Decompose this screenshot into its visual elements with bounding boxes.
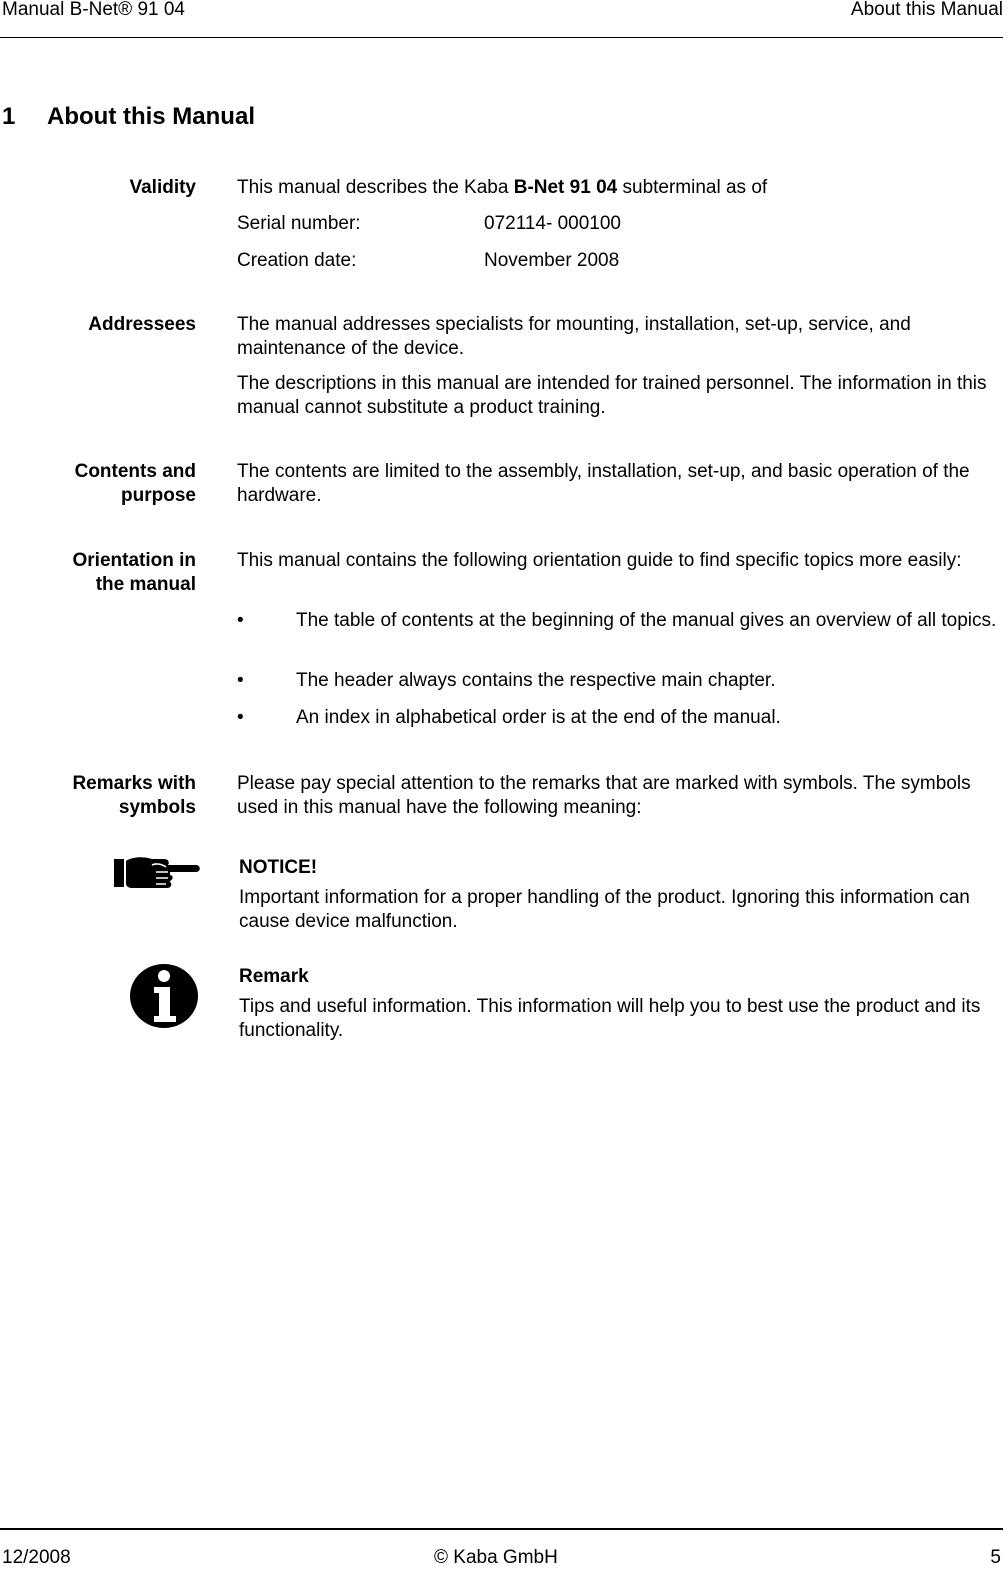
list-item: The table of contents at the beginning of the manual gives an overview of all topics. xyxy=(296,610,997,631)
orientation-intro: This manual contains the following orientation guide to find specific topics more easily: xyxy=(237,550,962,571)
notice-title: NOTICE! xyxy=(239,857,318,878)
orientation-label: Orientation in the manual xyxy=(72,550,196,595)
footer-rule xyxy=(0,1528,1003,1530)
footer-date: 12/2008 xyxy=(2,1547,71,1568)
remark-title: Remark xyxy=(239,966,309,987)
chapter-heading xyxy=(2,103,255,131)
pointing-hand-icon xyxy=(112,853,202,893)
serial-number-value: 072114- 000100 xyxy=(484,213,621,234)
list-item: An index in alphabetical order is at the end of the manual. xyxy=(296,707,781,728)
footer-copyright: © Kaba GmbH xyxy=(434,1547,558,1568)
validity-label: Validity xyxy=(129,177,196,198)
addressees-label: Addressees xyxy=(88,314,196,335)
notice-text: Important information for a proper handling of the product. Ignoring this information can cause device malfunction. xyxy=(239,887,970,932)
remarks-paragraph: Please pay special attention to the remarks that are marked with symbols. The symbols used in this manual have the following meaning: xyxy=(237,773,971,818)
bullet-marker: • xyxy=(237,707,244,728)
serial-number-label: Serial number: xyxy=(237,213,361,234)
creation-date-label: Creation date: xyxy=(237,250,357,271)
creation-date-value: November 2008 xyxy=(484,250,620,271)
header-document-title: Manual B-Net® 91 04 xyxy=(2,0,185,20)
product-name: B-Net 91 04 xyxy=(513,177,618,198)
remark-text: Tips and useful information. This information will help you to best use the product and its functionality. xyxy=(239,996,981,1041)
remarks-label: Remarks with symbols xyxy=(72,773,196,818)
header-rule xyxy=(0,37,1003,38)
addressees-paragraph-2: The descriptions in this manual are intended for trained personnel. The information in this manual cannot substitute a product training. xyxy=(237,373,987,418)
chapter-title: About this Manual xyxy=(47,103,255,130)
validity-intro: This manual describes the Kaba B-Net 91 04 subterminal as of xyxy=(237,177,768,198)
contents-paragraph: The contents are limited to the assembly, installation, set-up, and basic operation of the hardware. xyxy=(237,461,970,506)
page-number: 5 xyxy=(990,1547,1001,1568)
addressees-paragraph-1: The manual addresses specialists for mounting, installation, set-up, service, and maintenance of the device. xyxy=(237,314,911,359)
bullet-marker: • xyxy=(237,610,244,631)
contents-label: Contents and purpose xyxy=(74,461,196,506)
bullet-marker: • xyxy=(237,670,244,691)
info-icon xyxy=(128,962,200,1030)
chapter-number: 1 xyxy=(2,103,16,130)
header-chapter-title: About this Manual xyxy=(850,0,1003,20)
list-item: The header always contains the respective main chapter. xyxy=(296,670,776,691)
